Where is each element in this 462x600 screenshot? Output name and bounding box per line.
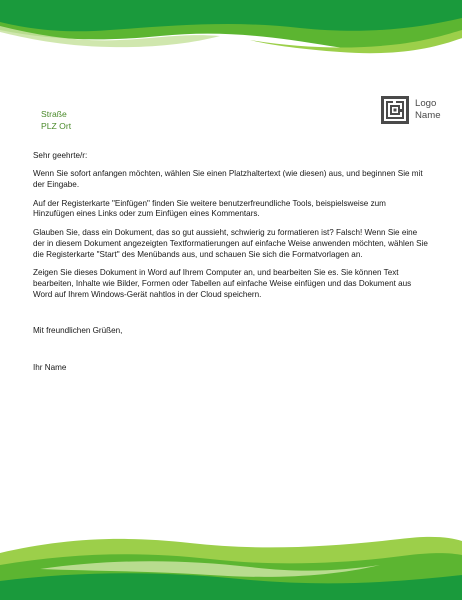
- header-wave-decoration: [0, 0, 462, 60]
- company-logo: [381, 96, 441, 124]
- footer-wave-decoration: [0, 525, 462, 600]
- logo-text-line2: Name: [415, 110, 441, 121]
- body-paragraph-4: Zeigen Sie dieses Dokument in Word auf Ihrem Computer an, und bearbeiten Sie es. Sie können Text bearbeiten, Inhalte wie Bilder, Formen oder Tabellen auf einfache Weise einfügen und das Dokument aus Word auf Ihrem Windows-Gerät nahtlos in der Cloud speichern.: [33, 267, 412, 299]
- letter-body: [33, 151, 429, 308]
- signature-name: Ihr Name: [33, 363, 67, 372]
- logo-text-line1: Logo: [415, 98, 437, 110]
- salutation: Sehr geehrte/r:: [33, 151, 88, 160]
- closing-line: Mit freundlichen Grüßen,: [33, 326, 123, 335]
- sender-address: [41, 109, 71, 132]
- body-paragraph-2: Auf der Registerkarte "Einfügen" finden Sie weitere benutzerfreundliche Tools, beispielsweise zum Hinzufügen eines Links oder zum Einfügen eines Kommentars.: [33, 198, 386, 219]
- body-paragraph-3: Glauben Sie, dass ein Dokument, das so gut aussieht, schwierig zu formatieren ist? Falsch! Wenn Sie eine der in diesem Dokument angezeigten Textformatierungen auf einfache Weise anwenden möchten, wählen Sie die Registerkarte "Start" des Menübands aus, und schauen Sie sich die Formatvorlagen an.: [33, 227, 428, 259]
- city-line: PLZ Ort: [41, 120, 72, 131]
- street-line: Straße: [41, 109, 67, 119]
- maze-square-icon: [381, 96, 409, 124]
- body-paragraph-1: Wenn Sie sofort anfangen möchten, wählen Sie einen Platzhaltertext (wie diesen) aus, und beginnen Sie mit der Eingabe.: [33, 169, 423, 190]
